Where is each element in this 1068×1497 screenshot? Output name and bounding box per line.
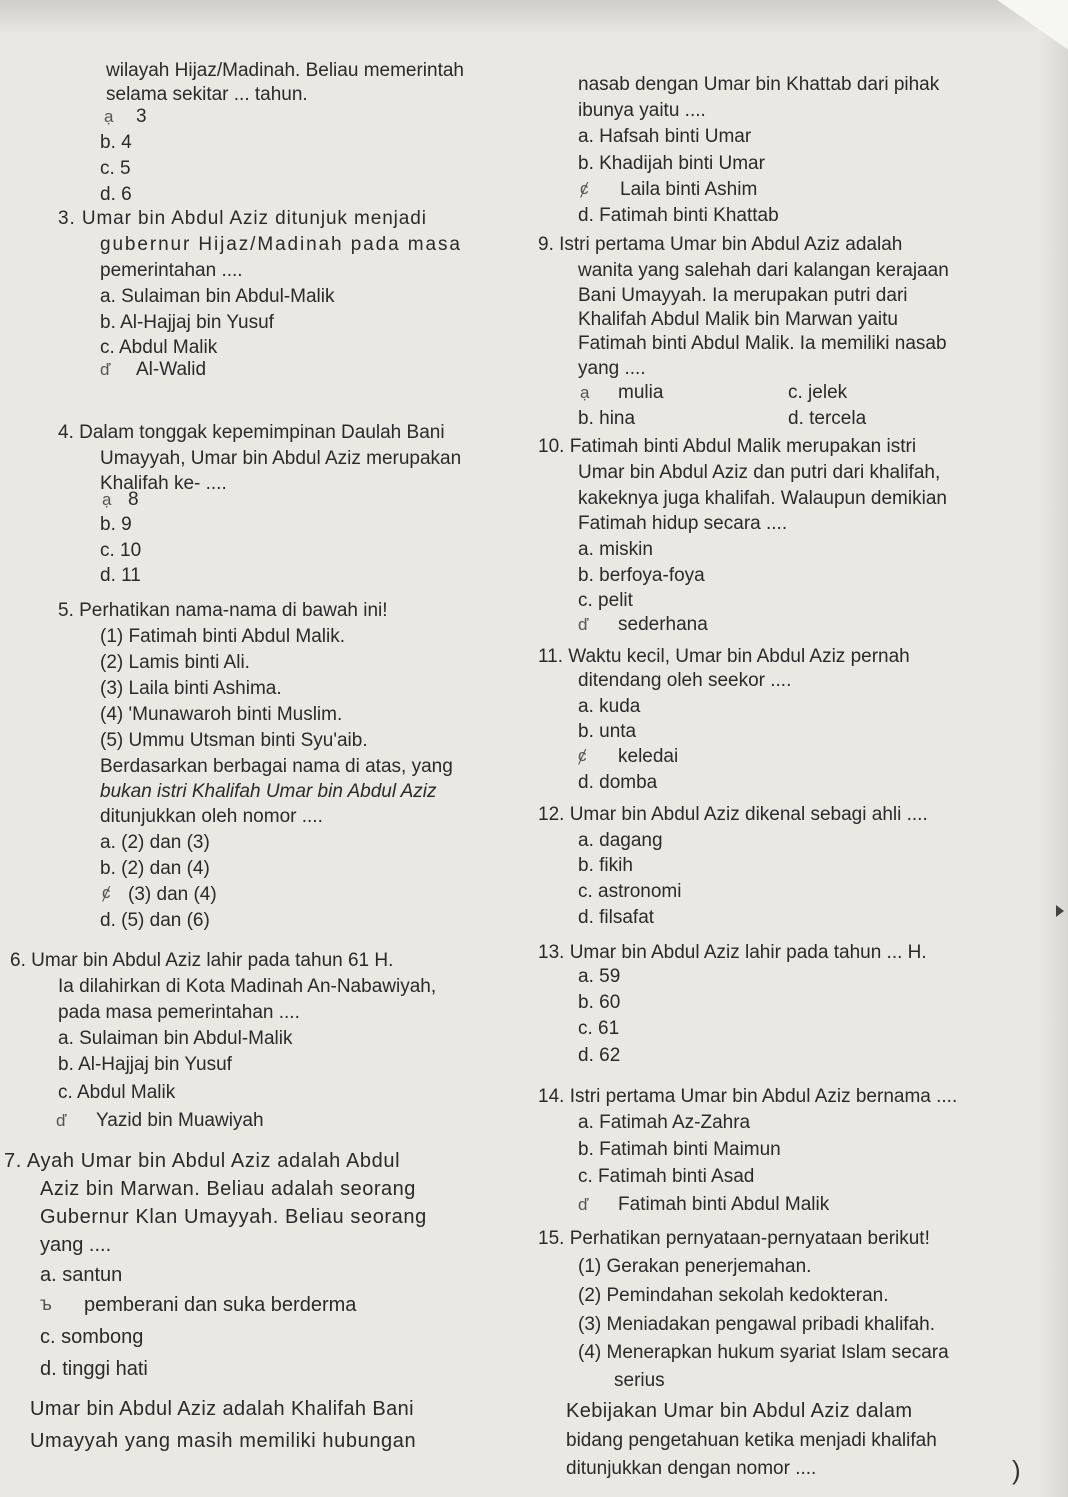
q5-list-item: (5) Ummu Utsman binti Syu'aib. [100, 730, 368, 751]
q10-stem-line: Fatimah hidup secara .... [578, 513, 788, 534]
q3-option-c: c. Abdul Malik [100, 337, 218, 358]
q15-stem: 15. Perhatikan pernyataan-pernyataan berikut! [538, 1228, 930, 1249]
q4-option-c: c. 10 [100, 540, 142, 561]
q7-stem-line: yang .... [40, 1234, 112, 1256]
q13-option-c: c. 61 [578, 1018, 620, 1039]
q2-option-c: c. 5 [100, 158, 131, 179]
q14-option-a: a. Fatimah Az-Zahra [578, 1112, 751, 1133]
answer-mark: ď [578, 615, 589, 634]
q8-option-d: d. Fatimah binti Khattab [578, 205, 779, 226]
q3-option-b: b. Al-Hajjaj bin Yusuf [100, 312, 274, 333]
q12-option-d: d. filsafat [578, 907, 655, 928]
q9-stem-line: Khalifah Abdul Malik bin Marwan yaitu [578, 309, 899, 330]
q11-stem-line: ditendang oleh seekor .... [578, 670, 792, 691]
top-shadow [0, 0, 1068, 34]
q7-option-d: d. tinggi hati [40, 1358, 148, 1380]
q15-question-line: ditunjukkan dengan nomor .... [566, 1458, 817, 1479]
q12-option-b: b. fikih [578, 855, 633, 876]
q10-stem-line: Umar bin Abdul Aziz dan putri dari khalifah, [578, 462, 941, 483]
q9-option-b: b. hina [578, 408, 636, 429]
q6-option-c: c. Abdul Malik [58, 1082, 176, 1103]
q5-question-line: ditunjukkan oleh nomor .... [100, 806, 323, 827]
q11-stem-line: 11. Waktu kecil, Umar bin Abdul Aziz pernah [538, 646, 910, 667]
q9-stem-line: Fatimah binti Abdul Malik. Ia memiliki nasab [578, 333, 947, 354]
q14-option-b: b. Fatimah binti Maimun [578, 1139, 781, 1160]
q10-option-d: sederhana [618, 614, 708, 635]
q3-option-d: Al-Walid [136, 359, 207, 380]
q12-option-c: c. astronomi [578, 881, 682, 902]
q7-stem-line: Gubernur Klan Umayyah. Beliau seorang [40, 1206, 427, 1228]
q14-stem: 14. Istri pertama Umar bin Abdul Aziz bernama .... [538, 1086, 958, 1107]
q8-stem-line: nasab dengan Umar bin Khattab dari pihak [578, 74, 940, 95]
q4-stem-line: Umayyah, Umar bin Abdul Aziz merupakan [100, 448, 462, 469]
q5-stem: 5. Perhatikan nama-nama di bawah ini! [58, 600, 388, 621]
q4-option-a: 8 [128, 489, 139, 510]
q8-stem-line: Umar bin Abdul Aziz adalah Khalifah Bani [30, 1398, 415, 1420]
q3-stem-line: pemerintahan .... [100, 260, 243, 281]
q8-stem-line: Umayyah yang masih memiliki hubungan [30, 1430, 417, 1452]
q15-list-item: (4) Menerapkan hukum syariat Islam secara [578, 1342, 949, 1363]
q5-list-item: (1) Fatimah binti Abdul Malik. [100, 626, 345, 647]
q10-option-a: a. miskin [578, 539, 653, 560]
q13-stem: 13. Umar bin Abdul Aziz lahir pada tahun ... H. [538, 942, 927, 963]
q4-option-b: b. 9 [100, 514, 132, 535]
q13-option-b: b. 60 [578, 992, 621, 1013]
answer-mark: ď [578, 1195, 589, 1214]
q4-option-d: d. 11 [100, 565, 141, 586]
answer-mark: ȼ [102, 883, 111, 902]
q11-option-a: a. kuda [578, 696, 641, 717]
q6-stem-line: Ia dilahirkan di Kota Madinah An-Nabawiyah, [58, 976, 437, 997]
answer-mark: ȼ [578, 746, 587, 765]
q6-option-d: Yazid bin Muawiyah [96, 1110, 264, 1131]
q9-stem-line: yang .... [578, 358, 646, 379]
q14-option-d: Fatimah binti Abdul Malik [618, 1194, 830, 1215]
q11-option-b: b. unta [578, 721, 637, 742]
q5-question-line: bukan istri Khalifah Umar bin Abdul Aziz [100, 781, 437, 802]
folded-corner [998, 0, 1068, 60]
q9-option-c: c. jelek [788, 382, 848, 403]
q15-question-line: bidang pengetahuan ketika menjadi khalifah [566, 1430, 937, 1451]
answer-mark: ȼ [580, 179, 589, 198]
q10-stem-line: kakeknya juga khalifah. Walaupun demikian [578, 488, 947, 509]
q13-option-a: a. 59 [578, 966, 621, 987]
q6-stem-line: 6. Umar bin Abdul Aziz lahir pada tahun 61 H. [10, 950, 394, 971]
q15-list-item: serius [614, 1370, 665, 1391]
q2-stem-line: wilayah Hijaz/Madinah. Beliau memerintah [106, 60, 465, 81]
q9-stem-line: Bani Umayyah. Ia merupakan putri dari [578, 285, 908, 306]
q4-stem-line: 4. Dalam tonggak kepemimpinan Daulah Bani [58, 422, 445, 443]
pen-curl-mark: ) [1012, 1455, 1021, 1485]
q5-option-b: b. (2) dan (4) [100, 858, 210, 879]
q8-stem-line: ibunya yaitu .... [578, 100, 706, 121]
q10-option-b: b. berfoya-foya [578, 565, 705, 586]
q15-list-item: (1) Gerakan penerjemahan. [578, 1256, 812, 1277]
q7-stem-line: 7. Ayah Umar bin Abdul Aziz adalah Abdul [4, 1150, 401, 1172]
q13-option-d: d. 62 [578, 1045, 621, 1066]
q5-option-d: d. (5) dan (6) [100, 910, 210, 931]
arrow-marker-icon [1056, 905, 1064, 917]
q11-option-c: keledai [618, 746, 679, 767]
q6-option-b: b. Al-Hajjaj bin Yusuf [58, 1054, 232, 1075]
answer-mark: ď [100, 360, 111, 379]
q8-option-b: b. Khadijah binti Umar [578, 153, 765, 174]
q6-stem-line: pada masa pemerintahan .... [58, 1002, 300, 1023]
q3-option-a: a. Sulaiman bin Abdul-Malik [100, 286, 335, 307]
q10-stem-line: 10. Fatimah binti Abdul Malik merupakan istri [538, 436, 917, 457]
q2-option-b: b. 4 [100, 132, 132, 153]
q2-option-d: d. 6 [100, 184, 132, 205]
q15-list-item: (2) Pemindahan sekolah kedokteran. [578, 1285, 889, 1306]
q7-option-b: pemberani dan suka berderma [84, 1294, 357, 1316]
q10-option-c: c. pelit [578, 590, 633, 611]
q12-stem: 12. Umar bin Abdul Aziz dikenal sebagi ahli .... [538, 804, 928, 825]
q5-option-c: (3) dan (4) [128, 884, 217, 905]
q7-option-c: c. sombong [40, 1326, 144, 1348]
q9-option-d: d. tercela [788, 408, 867, 429]
q15-list-item: (3) Meniadakan pengawal pribadi khalifah. [578, 1314, 936, 1335]
q5-list-item: (2) Lamis binti Ali. [100, 652, 250, 673]
q2-stem-line: selama sekitar ... tahun. [106, 84, 308, 105]
answer-mark: ạ [102, 490, 112, 509]
answer-mark: ạ [104, 107, 114, 126]
q5-list-item: (3) Laila binti Ashima. [100, 678, 282, 699]
q9-option-a: mulia [618, 382, 664, 403]
q14-option-c: c. Fatimah binti Asad [578, 1166, 755, 1187]
q3-stem-line: gubernur Hijaz/Madinah pada masa [100, 234, 462, 255]
right-shadow [1038, 0, 1068, 1497]
q8-option-c: Laila binti Ashim [620, 179, 758, 200]
q2-option-a: 3 [136, 106, 147, 127]
q9-stem-line: 9. Istri pertama Umar bin Abdul Aziz adalah [538, 234, 903, 255]
answer-mark: ď [56, 1111, 67, 1130]
q11-option-d: d. domba [578, 772, 658, 793]
answer-mark: ạ [580, 383, 590, 402]
q5-list-item: (4) 'Munawaroh binti Muslim. [100, 704, 343, 725]
q6-option-a: a. Sulaiman bin Abdul-Malik [58, 1028, 293, 1049]
q9-stem-line: wanita yang salehah dari kalangan kerajaan [578, 260, 949, 281]
q4-stem-line: Khalifah ke- .... [100, 473, 227, 494]
q7-option-a: a. santun [40, 1264, 123, 1286]
q5-question-line: Berdasarkan berbagai nama di atas, yang [100, 756, 453, 777]
q5-option-a: a. (2) dan (3) [100, 832, 210, 853]
q8-option-a: a. Hafsah binti Umar [578, 126, 752, 147]
q15-question-line: Kebijakan Umar bin Abdul Aziz dalam [566, 1400, 913, 1422]
q12-option-a: a. dagang [578, 830, 663, 851]
q3-stem-line: 3. Umar bin Abdul Aziz ditunjuk menjadi [58, 208, 427, 229]
q7-stem-line: Aziz bin Marwan. Beliau adalah seorang [40, 1178, 416, 1200]
answer-mark: ъ [40, 1294, 52, 1315]
